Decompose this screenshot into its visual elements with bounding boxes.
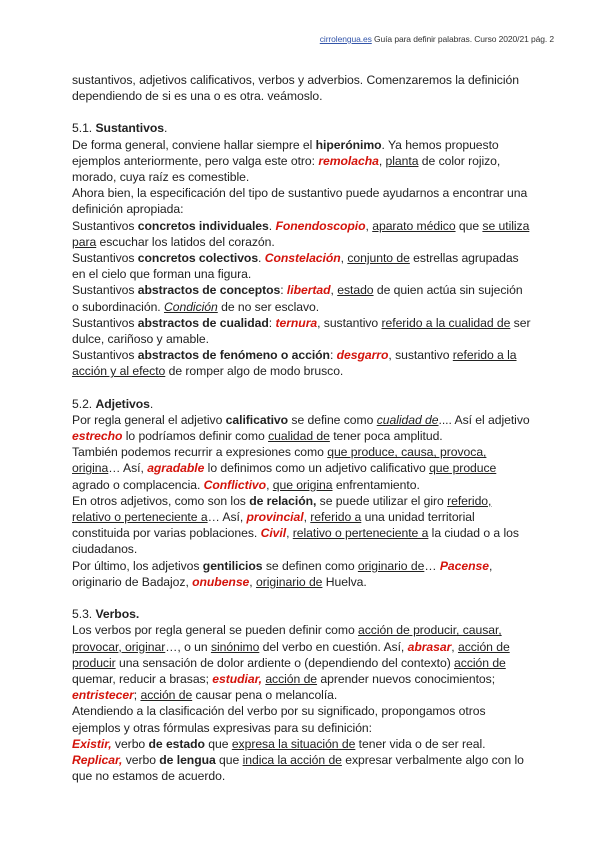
document-body [72, 72, 532, 784]
page-header [320, 34, 554, 44]
section-5-2-paragraph-2: También podemos recurrir a expresiones como que produce, causa, provoca, origina… Así, agradable lo definimos como un adjetivo calificativo que produce agrado o complacencia. Conflictivo, que origina enfrentamiento. [72, 445, 497, 492]
section-5-1-heading: 5.1. Sustantivos. [72, 121, 168, 136]
section-5-1-paragraph-1: De forma general, conviene hallar siempre el hiperónimo. Ya hemos propuesto ejemplos anteriormente, pero valga este otro: remolacha, planta de color rojizo, morado, cuya raíz es comestible. [72, 137, 501, 185]
section-5-2-paragraph-3: En otros adjetivos, como son los de relación, se puede utilizar el giro referido, relativo o perteneciente a… Así, provincial, referido a una unidad territorial constituida por varias poblaciones. Civil, relativo o perteneciente a la ciudad o a los ciudadanos. [72, 493, 519, 557]
noun-example-abstract-quality: Sustantivos abstractos de cualidad: ternura, sustantivo referido a la cualidad de ser dulce, cariñoso y amable. [72, 315, 531, 347]
section-5-3-paragraph-2: Atendiendo a la clasificación del verbo por su significado, propongamos otros ejemplos y otras fórmulas expresivas para su definición: [72, 704, 486, 735]
section-5-3-heading: 5.3. Verbos. [72, 607, 140, 622]
section-5-2-paragraph-4: Por último, los adjetivos gentilicios se definen como originario de… Pacense, originario de Badajoz, onubense, originario de Huelva. [72, 558, 493, 589]
site-link[interactable]: cirrolengua.es [319, 34, 372, 44]
noun-example-concrete-individual: Sustantivos concretos individuales. Fonendoscopio, aparato médico que se utiliza para escuchar los latidos del corazón. [72, 218, 530, 249]
noun-example-abstract-concept: Sustantivos abstractos de conceptos: libertad, estado de quien actúa sin sujeción o subordinación. Condición de no ser esclavo. [72, 283, 523, 314]
verb-example-speech: Replicar, verbo de lengua que indica la acción de expresar verbalmente algo con lo que no estamos de acuerdo. [72, 752, 524, 784]
section-5-2-heading: 5.2. Adjetivos. [72, 396, 154, 411]
noun-example-abstract-phenomenon: Sustantivos abstractos de fenómeno o acción: desgarro, sustantivo referido a la acción y al efecto de romper algo de modo brusco. [72, 348, 517, 379]
noun-example-concrete-collective: Sustantivos concretos colectivos. Constelación, conjunto de estrellas agrupadas en el cielo que forman una figura. [72, 251, 519, 282]
section-5-3-paragraph-1: Los verbos por regla general se pueden definir como acción de producir, causar, provocar, originar…, o un sinónimo del verbo en cuestión. Así, abrasar, acción de producir una sensación de dolor ardiente o (dependiendo del contexto) acción de quemar, reducir a brasas; estudiar, acción de aprender nuevos conocimientos; entristecer; acción de causar pena o melancolía. [72, 623, 510, 703]
intro-paragraph: sustantivos, adjetivos calificativos, verbos y adverbios. Comenzaremos la definición dependiendo de si es una o es otra. veámoslo. [72, 73, 519, 104]
verb-example-state: Existir, verbo de estado que expresa la situación de tener vida o de ser real. [72, 736, 486, 751]
section-5-1-paragraph-2: Ahora bien, la especificación del tipo de sustantivo puede ayudarnos a encontrar una definición apropiada: [72, 186, 528, 217]
header-text: Guía para definir palabras. Curso 2020/21 pág. 2 [371, 34, 554, 44]
section-5-2-paragraph-1: Por regla general el adjetivo calificativo se define como cualidad de.... Así el adjetivo estrecho lo podríamos definir como cualidad de tener poca amplitud. [72, 412, 530, 444]
